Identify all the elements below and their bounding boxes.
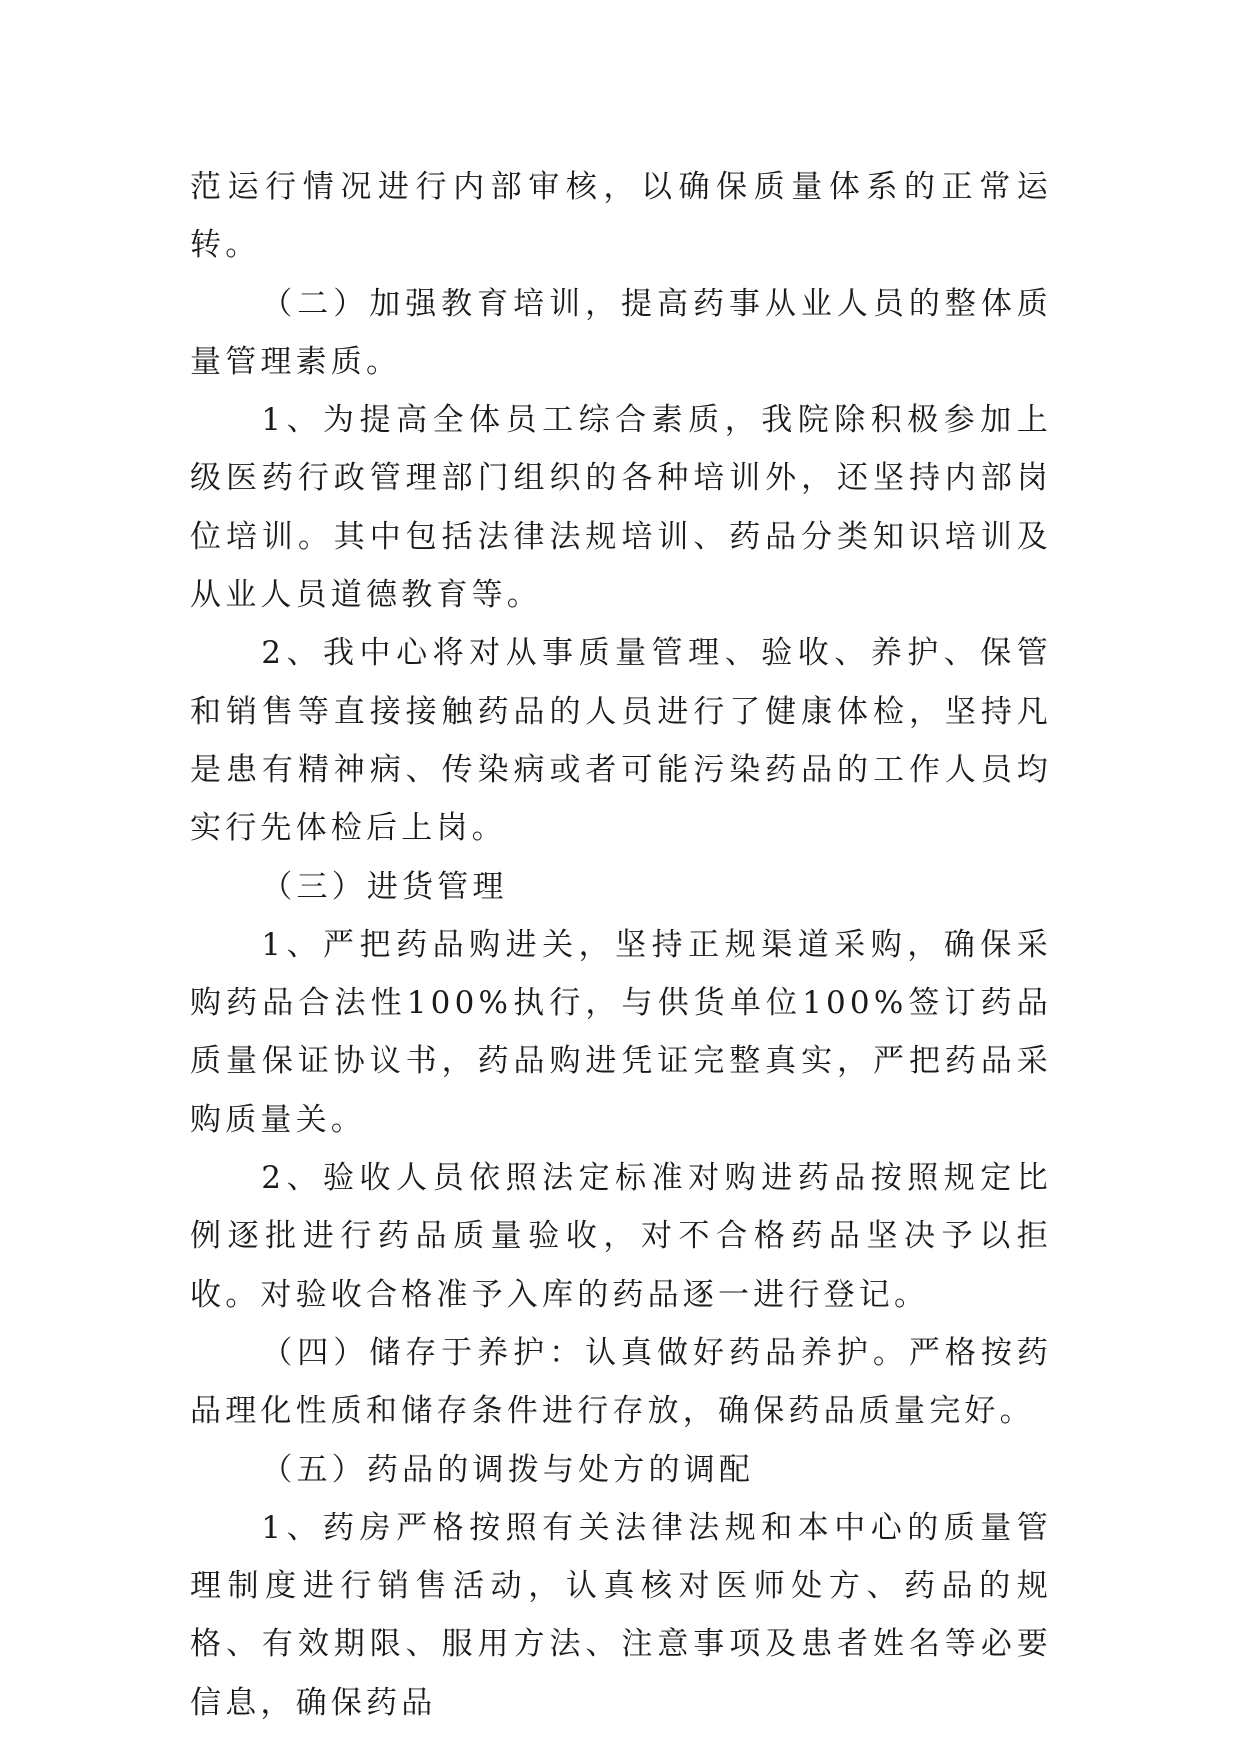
paragraph-purchase-2: 2、验收人员依照法定标准对购进药品按照规定比例逐批进行药品质量验收，对不合格药品坚决予以拒收。对验收合格准予入库的药品逐一进行登记。 bbox=[190, 1160, 1052, 1313]
paragraph-training-1: 1、为提高全体员工综合素质，我院除积极参加上级医药行政管理部门组织的各种培训外，还坚持内部岗位培训。其中包括法律法规培训、药品分类知识培训及从业人员道德教育等。 bbox=[190, 402, 1052, 614]
paragraph-training-2: 2、我中心将对从事质量管理、验收、养护、保管和销售等直接接触药品的人员进行了健康体检，坚持凡是患有精神病、传染病或者可能污染药品的工作人员均实行先体检后上岗。 bbox=[190, 635, 1052, 847]
paragraph-continuation: 范运行情况进行内部审核，以确保质量体系的正常运转。 bbox=[190, 169, 1052, 264]
paragraph-purchase-1: 1、严把药品购进关，坚持正规渠道采购，确保采购药品合法性100%执行，与供货单位100%签订药品质量保证协议书，药品购进凭证完整真实，严把药品采购质量关。 bbox=[190, 926, 1052, 1138]
section-heading-2: （二）加强教育培训，提高药事从业人员的整体质量管理素质。 bbox=[190, 285, 1052, 380]
section-heading-5: （五）药品的调拨与处方的调配 bbox=[261, 1451, 755, 1488]
section-heading-3: （三）进货管理 bbox=[261, 868, 508, 905]
section-heading-4: （四）储存于养护：认真做好药品养护。严格按药品理化性质和储存条件进行存放，确保药品质量完好。 bbox=[190, 1334, 1052, 1430]
document-body bbox=[190, 158, 1052, 1732]
paragraph-dispensing-1: 1、药房严格按照有关法律法规和本中心的质量管理制度进行销售活动，认真核对医师处方、药品的规格、有效期限、服用方法、注意事项及患者姓名等必要信息，确保药品 bbox=[190, 1509, 1052, 1721]
